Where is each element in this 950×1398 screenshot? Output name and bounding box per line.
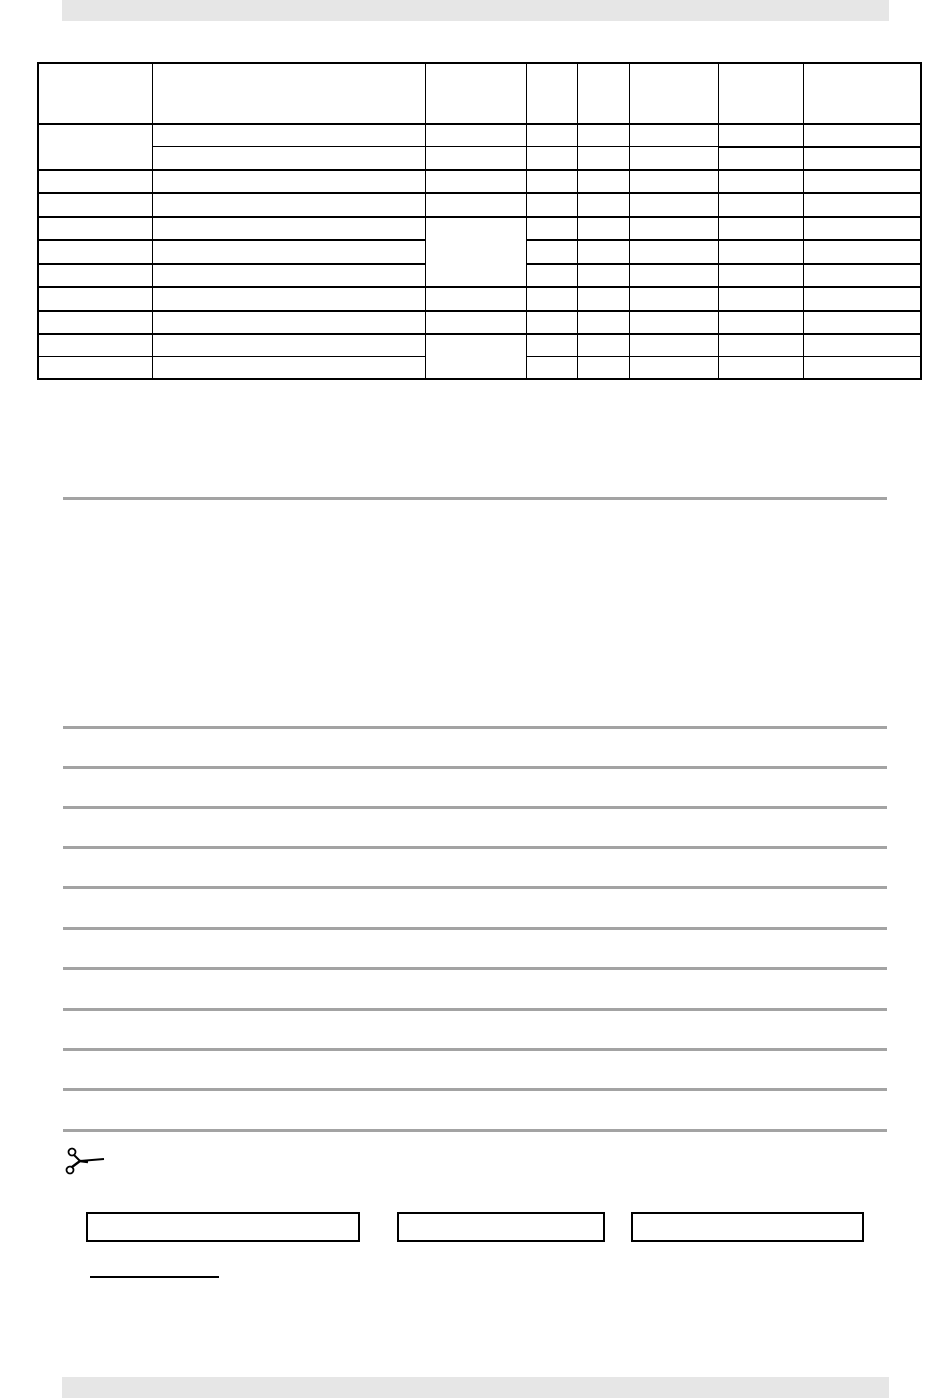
table-cell[interactable]: [152, 311, 426, 334]
table-cell[interactable]: [526, 193, 577, 216]
table-cell[interactable]: [152, 357, 426, 380]
header-cell: [38, 63, 152, 124]
table-cell[interactable]: [526, 357, 577, 380]
table-cell[interactable]: [804, 311, 921, 334]
note-line[interactable]: [63, 1048, 887, 1051]
table-cell[interactable]: [526, 217, 577, 240]
note-line[interactable]: [63, 846, 887, 849]
table-cell[interactable]: [38, 124, 152, 170]
table-cell[interactable]: [804, 240, 921, 263]
table-row: [38, 334, 921, 356]
header-cell: [577, 63, 629, 124]
table-cell[interactable]: [718, 147, 803, 170]
table-cell[interactable]: [629, 217, 718, 240]
table-cell[interactable]: [426, 287, 526, 310]
note-line[interactable]: [63, 1008, 887, 1011]
table-cell[interactable]: [577, 170, 629, 193]
table-cell[interactable]: [718, 357, 803, 380]
table-cell[interactable]: [804, 170, 921, 193]
table-header-row: [38, 63, 921, 124]
table-cell[interactable]: [526, 287, 577, 310]
table-cell[interactable]: [426, 193, 526, 216]
signature-line[interactable]: [90, 1276, 219, 1278]
table-cell[interactable]: [577, 240, 629, 263]
table-cell[interactable]: [152, 334, 426, 356]
table-cell[interactable]: [577, 311, 629, 334]
table-cell[interactable]: [426, 170, 526, 193]
table-cell[interactable]: [526, 170, 577, 193]
table-row: [38, 124, 921, 146]
note-line[interactable]: [63, 766, 887, 769]
table-cell[interactable]: [629, 124, 718, 146]
table-cell[interactable]: [38, 170, 152, 193]
page-footer-bar: [62, 1377, 889, 1398]
table-cell[interactable]: [152, 170, 426, 193]
table-cell[interactable]: [804, 217, 921, 240]
table-cell[interactable]: [38, 193, 152, 216]
header-cell: [152, 63, 426, 124]
table-cell[interactable]: [718, 193, 803, 216]
section-divider: [63, 497, 887, 500]
table-cell[interactable]: [526, 147, 577, 170]
table-cell[interactable]: [718, 287, 803, 310]
cutout-box[interactable]: [631, 1212, 864, 1242]
table-row: [38, 193, 921, 216]
table-row: [38, 311, 921, 334]
note-line[interactable]: [63, 1088, 887, 1091]
data-table: [37, 62, 922, 380]
table-cell[interactable]: [577, 147, 629, 170]
table-cell[interactable]: [526, 124, 577, 146]
table-cell[interactable]: [577, 287, 629, 310]
table-cell[interactable]: [804, 264, 921, 287]
table-cell[interactable]: [426, 147, 526, 170]
table-cell[interactable]: [629, 287, 718, 310]
table-cell[interactable]: [38, 287, 152, 310]
table-cell[interactable]: [38, 240, 152, 263]
table-row: [38, 217, 921, 240]
note-line[interactable]: [63, 806, 887, 809]
table-cell[interactable]: [718, 240, 803, 263]
table-cell[interactable]: [38, 311, 152, 334]
table-cell[interactable]: [152, 240, 426, 263]
table-cell[interactable]: [426, 311, 526, 334]
table-cell[interactable]: [804, 193, 921, 216]
table-cell[interactable]: [718, 264, 803, 287]
table-cell[interactable]: [629, 334, 718, 356]
scissors-icon: [64, 1146, 106, 1176]
table-cell[interactable]: [804, 334, 921, 356]
table-cell[interactable]: [629, 193, 718, 216]
note-line[interactable]: [63, 1129, 887, 1132]
table-cell[interactable]: [152, 124, 426, 146]
table-cell[interactable]: [426, 124, 526, 146]
table-row: [38, 287, 921, 310]
table-cell[interactable]: [804, 357, 921, 380]
table-cell[interactable]: [718, 170, 803, 193]
table-cell[interactable]: [152, 147, 426, 170]
table-cell[interactable]: [629, 170, 718, 193]
table-cell[interactable]: [577, 264, 629, 287]
table-cell[interactable]: [577, 334, 629, 356]
table-cell[interactable]: [804, 287, 921, 310]
table-cell[interactable]: [718, 217, 803, 240]
table-cell[interactable]: [426, 217, 526, 287]
table-cell[interactable]: [577, 217, 629, 240]
table-cell[interactable]: [629, 147, 718, 170]
header-cell: [629, 63, 718, 124]
table-cell[interactable]: [526, 264, 577, 287]
cutout-box[interactable]: [86, 1212, 360, 1242]
header-cell: [718, 63, 803, 124]
table-cell[interactable]: [38, 217, 152, 240]
table-cell[interactable]: [38, 264, 152, 287]
table-cell[interactable]: [629, 311, 718, 334]
table-cell[interactable]: [526, 334, 577, 356]
table-cell[interactable]: [152, 193, 426, 216]
table-cell[interactable]: [526, 240, 577, 263]
table-cell[interactable]: [152, 264, 426, 287]
table-cell[interactable]: [526, 311, 577, 334]
table-cell[interactable]: [152, 217, 426, 240]
table-cell[interactable]: [718, 334, 803, 356]
table-cell[interactable]: [629, 264, 718, 287]
table-cell[interactable]: [718, 311, 803, 334]
table-cell[interactable]: [629, 240, 718, 263]
note-line[interactable]: [63, 927, 887, 930]
header-cell: [804, 63, 921, 124]
note-line[interactable]: [63, 886, 887, 889]
table-cell[interactable]: [577, 124, 629, 146]
note-line[interactable]: [63, 967, 887, 970]
table-row: [38, 170, 921, 193]
table-cell[interactable]: [804, 124, 921, 146]
table-cell[interactable]: [38, 357, 152, 380]
header-cell: [526, 63, 577, 124]
table-cell[interactable]: [629, 357, 718, 380]
table-cell[interactable]: [718, 124, 803, 146]
cutout-box[interactable]: [397, 1212, 605, 1242]
note-line[interactable]: [63, 726, 887, 729]
table-cell[interactable]: [577, 357, 629, 380]
table-cell[interactable]: [577, 193, 629, 216]
table-row: [38, 147, 921, 170]
table-cell[interactable]: [38, 334, 152, 356]
table-cell[interactable]: [804, 147, 921, 170]
page-header-bar: [62, 0, 889, 21]
table-cell[interactable]: [426, 334, 526, 379]
header-cell: [426, 63, 526, 124]
table-cell[interactable]: [152, 287, 426, 310]
